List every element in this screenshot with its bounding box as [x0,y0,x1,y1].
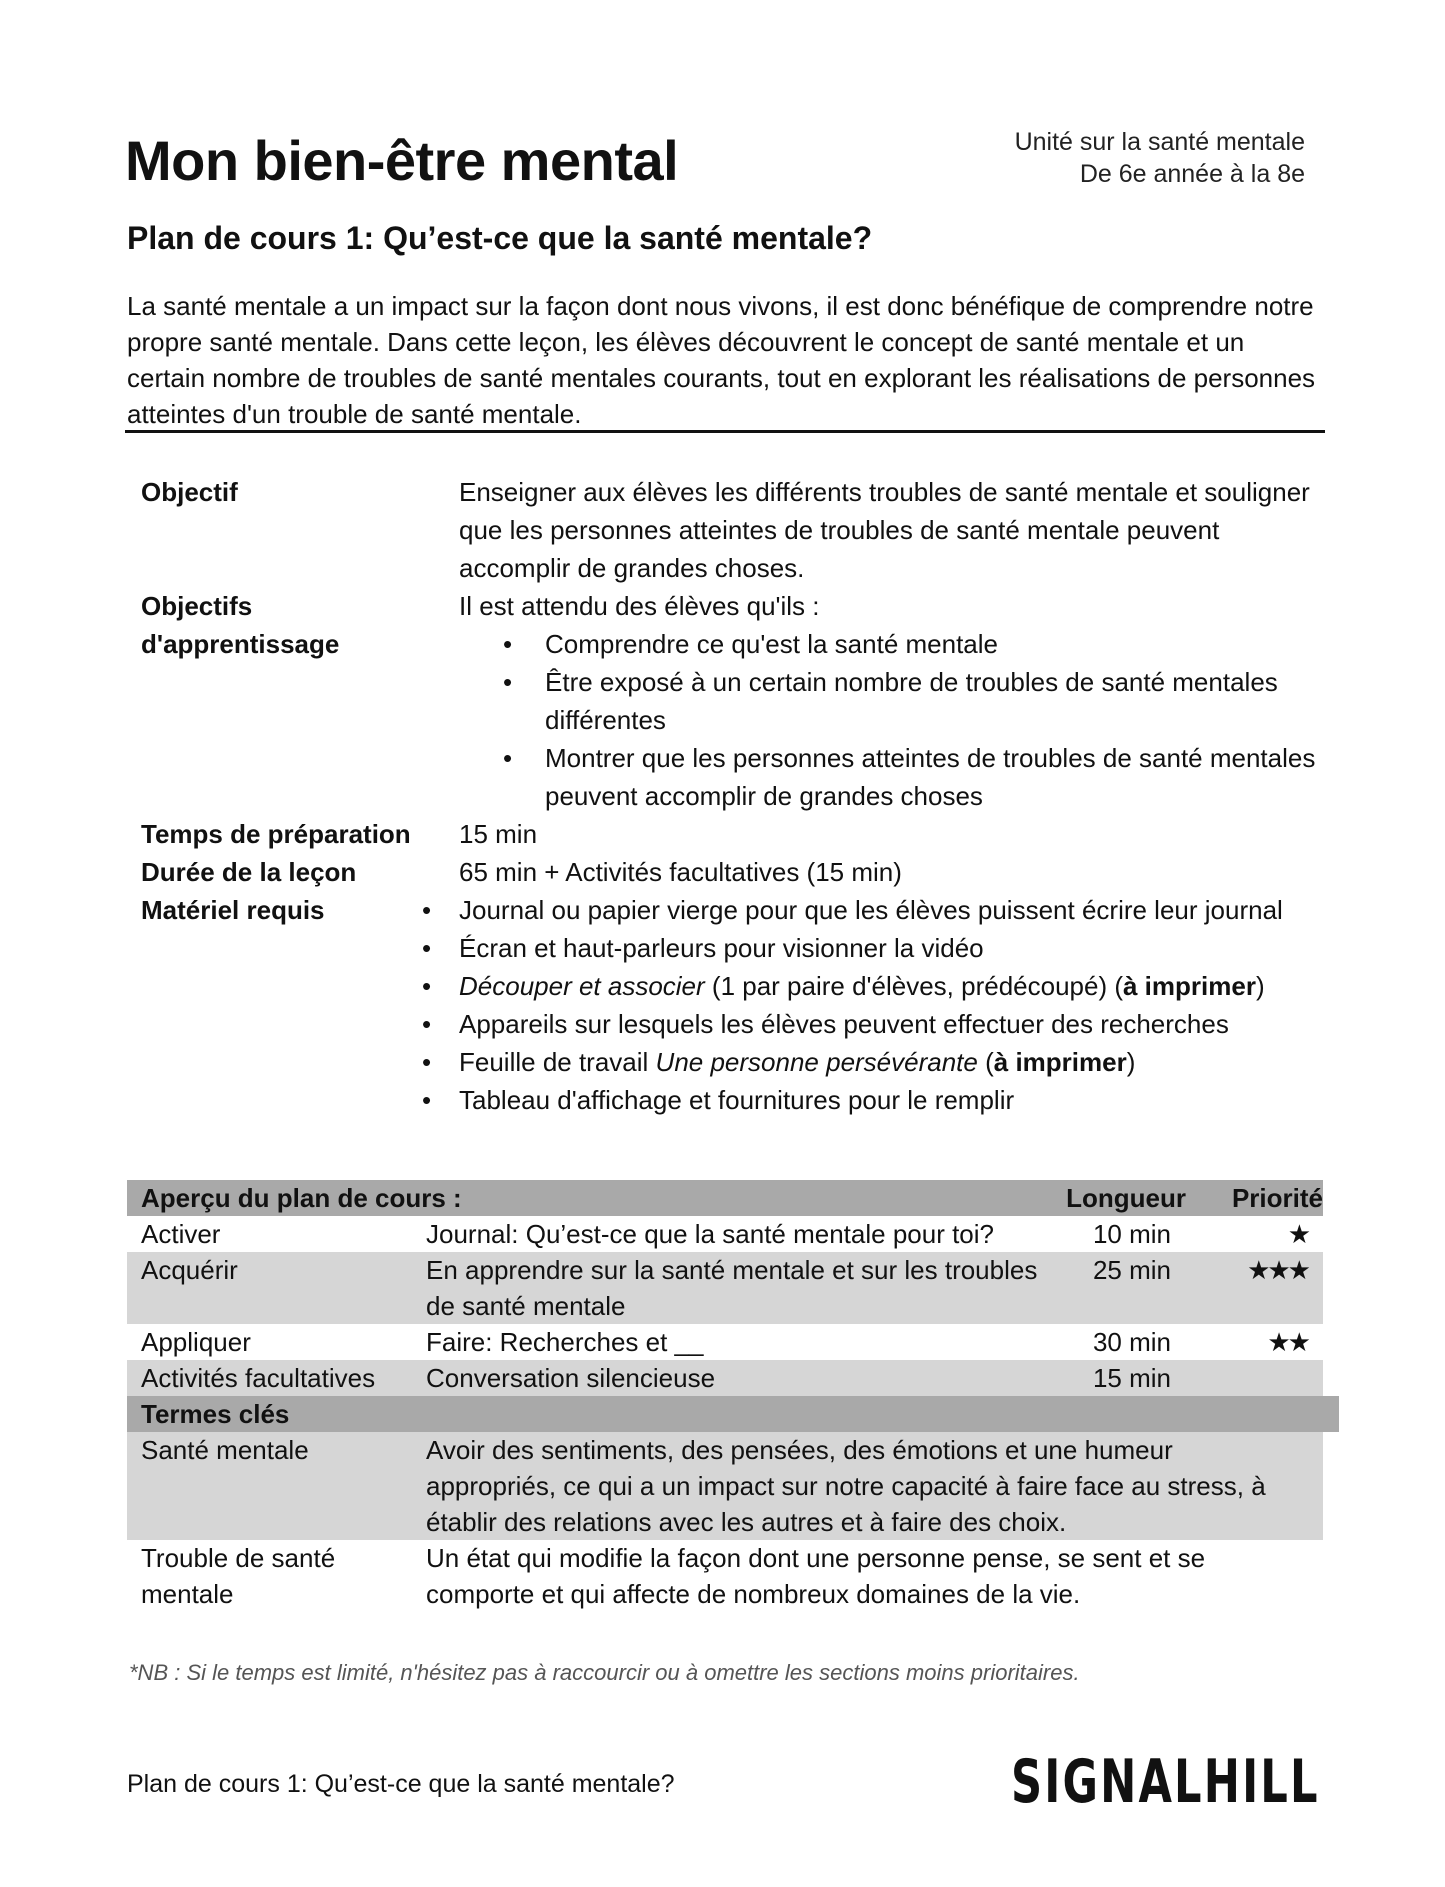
divider [125,430,1325,433]
list-item: • Comprendre ce qu'est la santé mentale [459,625,1321,663]
intro-paragraph: La santé mentale a un impact sur la façon dont nous vivons, il est donc bénéfique de comprendre notre propre santé mentale. Dans cette leçon, les élèves découvrent le concept de santé mentale et un certain nombre de troubles de santé mentales courants, tout en explorant les réalisations de personnes atteintes d'un trouble de santé mentale. [127,291,1316,429]
list-item: • Être exposé à un certain nombre de troubles de santé mentales différentes [459,663,1321,739]
objective-label: Objectif [141,477,238,507]
materials-label: Matériel requis [141,895,325,925]
list-item: • Appareils sur lesquels les élèves peuvent effectuer des recherches [416,1005,1321,1043]
priority-stars [1171,1360,1318,1396]
term-definition: Un état qui modifie la façon dont une personne pense, se sent et se comporte et qui affecte de nombreux domaines de la vie. [426,1543,1206,1609]
table-row: Activer Journal: Qu’est-ce que la santé mentale pour toi? 10 min ★ [127,1216,1323,1252]
objective-text: Enseigner aux élèves les différents troubles de santé mentale et souligner que les personnes atteintes de troubles de santé mentale peuvent accomplir de grandes choses. [459,477,1310,583]
list-item: • Montrer que les personnes atteintes de troubles de santé mentales peuvent accomplir de grandes choses [459,739,1321,815]
list-item: • Journal ou papier vierge pour que les élèves puissent écrire leur journal [416,891,1321,929]
list-item: • Écran et haut-parleurs pour visionner la vidéo [416,929,1321,967]
lesson-details [141,473,1321,1119]
priority-column-header: Priorité [1231,1183,1323,1213]
table-row: Activités facultatives Conversation silencieuse 15 min [127,1360,1323,1396]
learning-goals-label: Objectifs d'apprentissage [141,591,340,659]
priority-stars: ★ [1287,1219,1308,1249]
unit-info [1015,126,1305,190]
unit-name: Unité sur la santé mentale [1014,128,1305,156]
prep-time-value: 15 min [459,819,538,849]
overview-heading: Aperçu du plan de cours : [141,1183,462,1213]
learning-goals [459,587,1321,815]
learning-goals-list [459,625,1321,815]
grade-range: De 6e année à la 8e [1079,160,1305,188]
overview-table [127,1180,1323,1612]
document-title: Mon bien-être mental [125,129,679,192]
duration-label: Durée de la leçon [141,857,357,887]
overview-header [127,1180,1323,1216]
duration-value: 65 min + Activités facultatives (15 min) [459,857,902,887]
lesson-subtitle: Plan de cours 1: Qu’est-ce que la santé mentale? [127,220,873,256]
learning-goals-intro: Il est attendu des élèves qu'ils : [459,591,820,621]
objective-row [141,473,1321,587]
table-row: Acquérir En apprendre sur la santé mentale et sur les troubles de santé mentale 25 min ★★★ [127,1252,1323,1324]
priority-note: *NB : Si le temps est limité, n'hésitez pas à raccourcir ou à omettre les sections moins prioritaires. [129,1660,1080,1685]
signalhill-logo: SIGNALHILL [1011,1747,1320,1817]
list-item: • Feuille de travail Une personne persévérante (à imprimer) [416,1043,1321,1081]
duration-row [141,853,1321,891]
term-row [127,1432,1323,1540]
prep-time-row [141,815,1321,853]
priority-stars: ★★ [1267,1327,1308,1357]
term-row [127,1540,1323,1612]
list-item: • Tableau d'affichage et fournitures pour le remplir [416,1081,1321,1119]
term-name: Trouble de santé mentale [141,1543,336,1609]
priority-stars: ★★★ [1247,1255,1308,1285]
learning-goals-row [141,587,1321,815]
term-definition: Avoir des sentiments, des pensées, des émotions et une humeur appropriés, ce qui a un impact sur notre capacité à faire face au stress, à établir des relations avec les autres et à faire des choix. [426,1435,1266,1537]
footer-text: Plan de cours 1: Qu’est-ce que la santé mentale? [127,1770,675,1798]
key-terms-heading: Termes clés [127,1396,1339,1432]
materials-list [416,891,1321,1119]
length-column-header: Longueur [1066,1183,1186,1213]
list-item: • Découper et associer (1 par paire d'élèves, prédécoupé) (à imprimer) [416,967,1321,1005]
prep-time-label: Temps de préparation [141,819,411,849]
table-row: Appliquer Faire: Recherches et __ 30 min ★★ [127,1324,1323,1360]
term-name: Santé mentale [141,1435,309,1465]
